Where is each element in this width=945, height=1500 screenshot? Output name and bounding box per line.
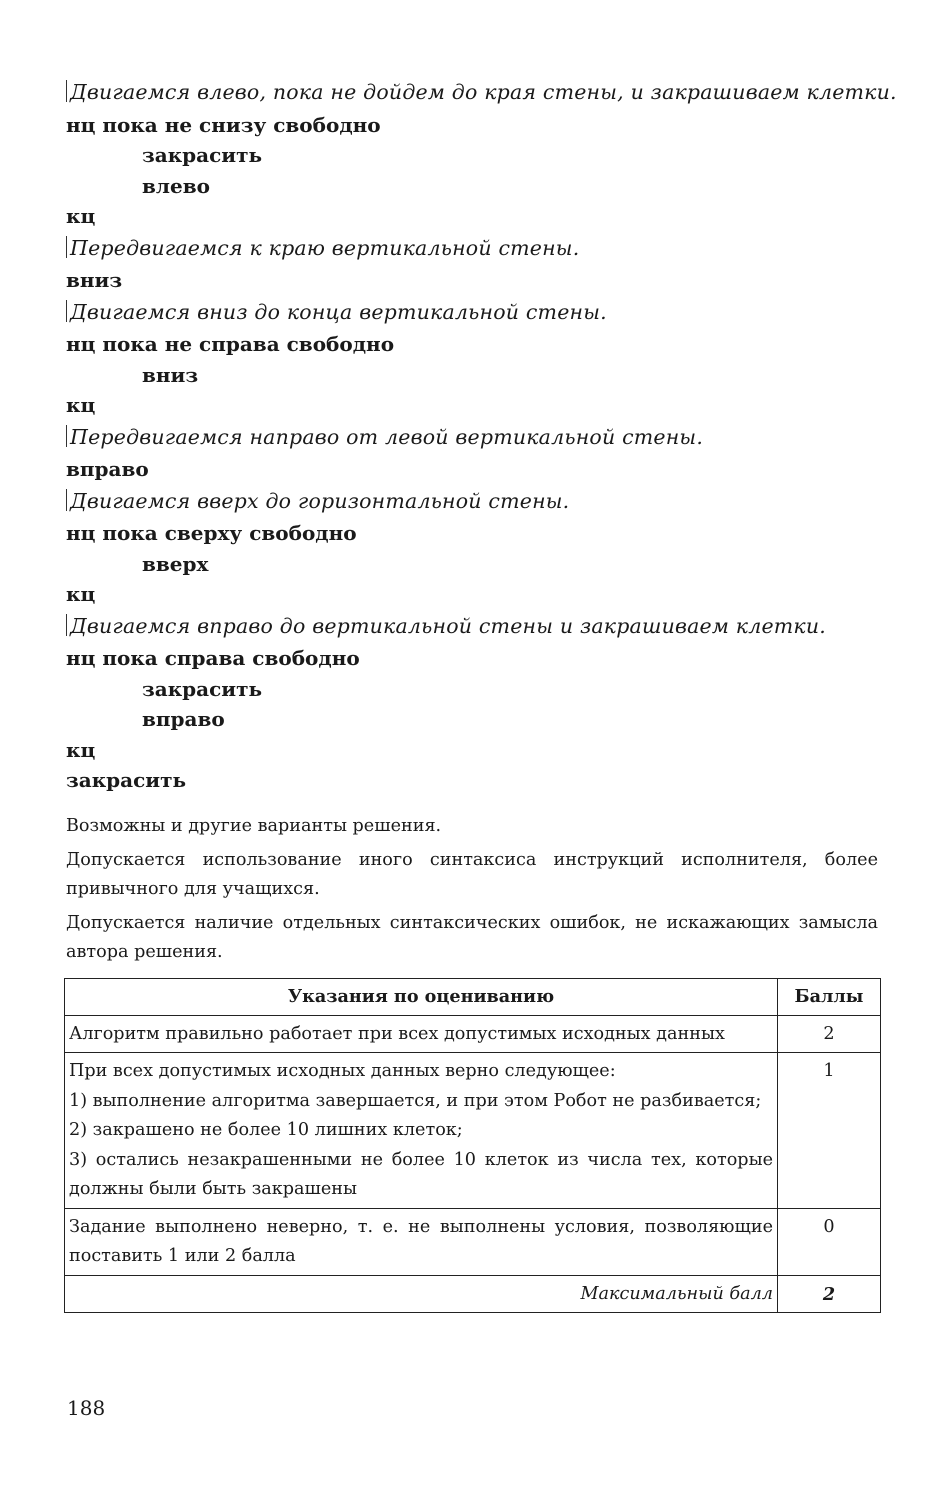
code-statement: нц пока справа свободно bbox=[66, 646, 360, 670]
page-number: 188 bbox=[67, 1396, 106, 1420]
criteria-line: 2) закрашено не более 10 лишних клеток; bbox=[69, 1120, 463, 1140]
header-criteria: Указания по оцениванию bbox=[65, 979, 778, 1016]
note-paragraph: Возможны и другие варианты решения. bbox=[66, 816, 442, 836]
criteria-cell: Задание выполнено неверно, т. е. не выполнены условия, позволяющие поставить 1 или 2 балла bbox=[65, 1208, 778, 1275]
code-statement: нц пока не справа свободно bbox=[66, 332, 395, 356]
criteria-line: 3) остались незакрашенными не более 10 клеток из числа тех, которые должны были быть закрашены bbox=[69, 1149, 773, 1199]
code-comment: Двигаемся вниз до конца вертикальной стены. bbox=[66, 296, 896, 330]
code-statement: кц bbox=[66, 737, 96, 762]
table-header-row bbox=[65, 979, 881, 1016]
code-statement: кц bbox=[66, 204, 96, 228]
max-score-row bbox=[65, 1275, 881, 1313]
code-statement: вправо bbox=[66, 457, 149, 481]
criteria-cell bbox=[65, 1053, 778, 1209]
code-comment: Двигаемся вверх до горизонтальной стены. bbox=[66, 485, 896, 519]
note-paragraph: Допускается наличие отдельных синтаксических ошибок, не искажающих замысла автора решения. bbox=[66, 912, 878, 962]
criteria-cell: Алгоритм правильно работает при всех допустимых исходных данных bbox=[65, 1015, 778, 1053]
max-score-value: 2 bbox=[778, 1275, 881, 1313]
table-row bbox=[65, 1053, 881, 1209]
code-statement: нц пока не снизу свободно bbox=[66, 112, 381, 137]
points-cell: 1 bbox=[778, 1053, 881, 1209]
code-statement: кц bbox=[66, 393, 96, 417]
code-statement: закрасить bbox=[142, 143, 263, 167]
code-statement: влево bbox=[142, 173, 210, 198]
grading-table bbox=[64, 978, 881, 1313]
note-paragraph: Допускается использование иного синтаксиса инструкций исполнителя, более привычного для учащихся. bbox=[66, 849, 878, 899]
code-comment: Передвигаемся направо от левой вертикальной стены. bbox=[66, 421, 896, 455]
table-row bbox=[65, 1015, 881, 1053]
code-statement: вниз bbox=[142, 362, 199, 387]
code-comment: Передвигаемся к краю вертикальной стены. bbox=[66, 232, 896, 266]
code-statement: вниз bbox=[66, 268, 123, 292]
table-row bbox=[65, 1208, 881, 1275]
header-points: Баллы bbox=[778, 979, 881, 1016]
code-comment: Двигаемся вправо до вертикальной стены и закрашиваем клетки. bbox=[66, 610, 896, 644]
max-score-label: Максимальный балл bbox=[65, 1275, 778, 1313]
points-cell: 0 bbox=[778, 1208, 881, 1275]
algorithm-code-block bbox=[66, 76, 896, 796]
code-statement: закрасить bbox=[66, 768, 187, 792]
code-comment: Двигаемся влево, пока не дойдем до края стены, и закрашиваем клетки. bbox=[66, 76, 896, 110]
code-statement: кц bbox=[66, 582, 96, 606]
code-statement: нц пока сверху свободно bbox=[66, 521, 357, 545]
code-statement: закрасить bbox=[142, 676, 263, 701]
criteria-line: 1) выполнение алгоритма завершается, и при этом Робот не разбивается; bbox=[69, 1090, 762, 1111]
code-statement: вправо bbox=[142, 707, 225, 731]
code-statement: вверх bbox=[142, 551, 209, 576]
points-cell: 2 bbox=[778, 1015, 881, 1053]
criteria-line: При всех допустимых исходных данных верно следующее: bbox=[69, 1061, 616, 1081]
notes-section bbox=[66, 812, 878, 972]
